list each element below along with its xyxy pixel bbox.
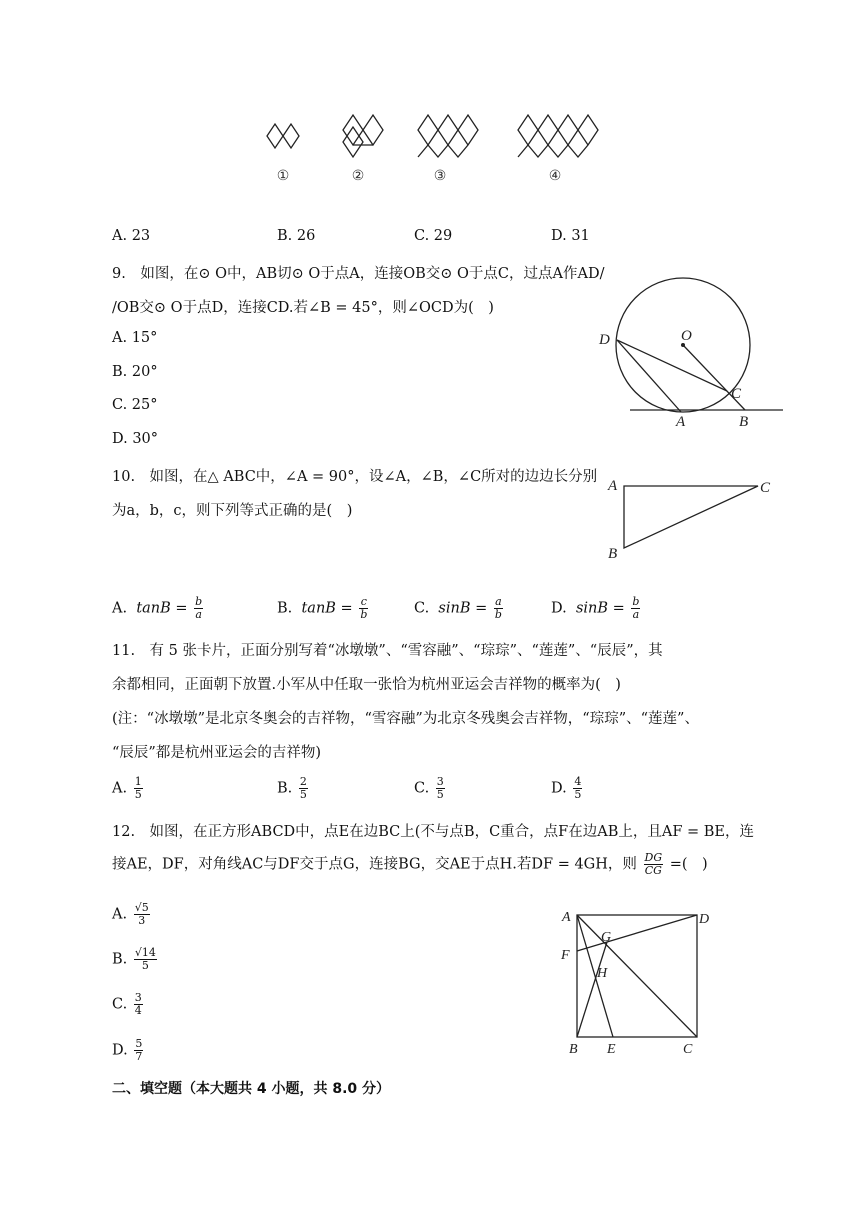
q10-option-b: B. tanB = $\frac{c}{b}$ (277, 595, 368, 621)
q12-option-a: A. $\frac{√5}{3}$ (112, 901, 149, 927)
q10-option-d: D. sinB = $\frac{b}{a}$ (551, 595, 640, 621)
q11-option-d: D. $\frac{4}{5}$ (551, 775, 582, 801)
label-c: C (731, 386, 742, 402)
q11-note-line2: “辰辰”都是杭州亚运会的吉祥物) (112, 745, 321, 761)
q12-option-b: B. $\frac{√14}{5}$ (112, 946, 156, 972)
q10-option-a: A. tanB = $\frac{b}{a}$ (112, 595, 203, 621)
q11-option-a: A. $\frac{1}{5}$ (112, 775, 142, 801)
pattern-label-1: ① (276, 169, 290, 184)
q10-triangle-figure (600, 472, 780, 562)
q9-option-b: B. 20° (112, 364, 158, 380)
pattern-3-shape (418, 115, 478, 157)
q8-option-d: D. 31 (551, 228, 590, 244)
label-d: D (599, 332, 610, 348)
diamond-pattern-figure (255, 100, 605, 190)
q12-option-d: D. $\frac{5}{7}$ (112, 1037, 143, 1063)
q12-stem-line2: 接AE，DF，对角线AC与DF交于点G，连接BG，交AE于点H.若DF = 4GH，则 $\frac{DG}{CG}$ =( ) (112, 851, 708, 877)
segment-bg (577, 942, 607, 1037)
label-g: G (601, 930, 612, 945)
q12-square-figure (555, 905, 725, 1057)
pattern-2-shape (343, 115, 383, 157)
section-2-heading: 二、填空题（本大题共 4 小题，共 8.0 分） (112, 1081, 391, 1097)
pattern-1-shape (267, 124, 299, 148)
pattern-label-3: ③ (433, 169, 447, 184)
label-f: F (561, 948, 570, 963)
label-d: D (699, 912, 710, 927)
q10-stem-line1: 10. 如图，在△ ABC中，∠A = 90°，设∠A，∠B，∠C所对的边边长分别 (112, 469, 598, 485)
label-h: H (597, 966, 608, 981)
q11-stem-line1: 11. 有 5 张卡片，正面分别写着“冰墩墩”、“雪容融”、“琮琮”、“莲莲”、“辰辰”，其 (112, 643, 663, 659)
label-b: B (739, 414, 749, 430)
q8-option-a: A. 23 (112, 228, 151, 244)
triangle-abc (624, 486, 758, 548)
segment-dc (617, 340, 727, 391)
label-o: O (681, 328, 692, 344)
q12-stem-line1: 12. 如图，在正方形ABCD中，点E在边BC上(不与点B，C重合，点F在边AB上，且AF = BE，连 (112, 824, 755, 840)
label-c: C (760, 480, 771, 496)
label-a: A (608, 478, 618, 494)
q9-stem-line1: 9. 如图，在⊙ O中，AB切⊙ O于点A，连接OB交⊙ O于点C，过点A作AD/ (112, 266, 605, 282)
pattern-4-shape (518, 115, 598, 157)
label-b: B (569, 1042, 578, 1057)
label-c: C (683, 1042, 693, 1057)
q11-stem-line2: 余都相同，正面朝下放置.小军从中任取一张恰为杭州亚运会吉祥物的概率为( ) (112, 677, 621, 693)
q10-option-c: C. sinB = $\frac{a}{b}$ (414, 595, 502, 621)
q8-option-c: C. 29 (414, 228, 453, 244)
q9-option-d: D. 30° (112, 431, 159, 447)
q11-note-line1: (注：“冰墩墩”是北京冬奥会的吉祥物，“雪容融”为北京冬残奥会吉祥物，“琮琮”、“莲莲”、 (112, 711, 699, 727)
q9-option-a: A. 15° (112, 330, 158, 346)
pattern-label-4: ④ (548, 169, 562, 184)
q9-stem-line2: /OB交⊙ O于点D，连接CD.若∠B = 45°，则∠OCD为( ) (112, 300, 494, 316)
label-e: E (607, 1042, 616, 1057)
q10-stem-line2: 为a，b，c，则下列等式正确的是( ) (112, 503, 353, 519)
label-a: A (562, 910, 571, 925)
label-a: A (676, 414, 686, 430)
label-b: B (608, 546, 618, 562)
q11-option-c: C. $\frac{3}{5}$ (414, 775, 444, 801)
pattern-label-2: ② (351, 169, 365, 184)
q12-option-c: C. $\frac{3}{4}$ (112, 991, 142, 1017)
q8-option-b: B. 26 (277, 228, 316, 244)
segment-da (617, 340, 681, 412)
q11-option-b: B. $\frac{2}{5}$ (277, 775, 307, 801)
q9-option-c: C. 25° (112, 397, 158, 413)
q9-circle-figure (595, 270, 790, 430)
